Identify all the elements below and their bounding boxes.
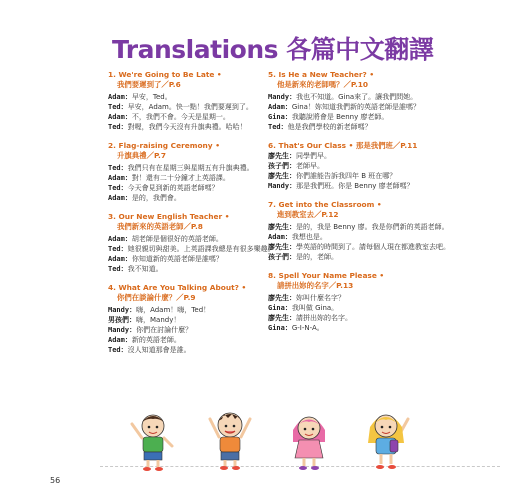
dialogue-line: [268, 112, 473, 122]
speaker-name: 廖先生：: [268, 294, 296, 302]
dialogue-text: 不，我們不會。今天是星期一。: [131, 113, 230, 121]
dialogue-line: [268, 151, 473, 161]
section-title: 5. Is He a New Teacher? •: [268, 70, 375, 79]
dialogue-text: Gina！妳知道我們新的英語老師是誰嗎？: [291, 103, 420, 111]
dialogue-section: [268, 271, 473, 333]
dialogue-text: 我想也是。: [291, 233, 327, 241]
speaker-name: 廖先生：: [268, 223, 296, 231]
section-title: 6. That's Our Class • 那是我們班／P.11: [268, 141, 418, 150]
girl-pink-hair-illustration: [285, 408, 333, 472]
dialogue-text: 嗨，Mandy！: [136, 316, 181, 324]
dialogue-line: [268, 102, 473, 112]
dialogue-text: 他是我們學校的新老師嗎？: [287, 123, 372, 131]
dialogue-line: [268, 252, 473, 262]
dialogue-text: 是的，老師。: [296, 253, 338, 261]
dialogue-line: [268, 293, 473, 303]
speaker-name: 廖先生：: [268, 152, 296, 160]
speaker-name: Mandy：: [268, 182, 297, 190]
speaker-name: Gina：: [268, 324, 292, 332]
speaker-name: Adam：: [268, 233, 292, 241]
dialogue-section: [268, 70, 473, 132]
speaker-name: Mandy：: [108, 326, 137, 334]
speaker-name: Adam：: [108, 113, 132, 121]
dialogue-text: 請拼出妳的名字。: [296, 314, 352, 322]
speaker-name: 廖先生：: [268, 243, 296, 251]
section-subtitle: 他是新來的老師嗎？／P.10: [277, 80, 369, 89]
speaker-name: Adam：: [108, 174, 132, 182]
speaker-name: Adam：: [268, 103, 292, 111]
speaker-name: Mandy：: [108, 306, 137, 314]
section-title: 2. Flag-raising Ceremony •: [108, 141, 220, 150]
speaker-name: Adam：: [108, 235, 132, 243]
dialogue-text: 學英語的時間到了。請每個人現在都進教室去吧。: [296, 243, 450, 251]
page-title: Translations 各篇中文翻譯: [112, 35, 434, 64]
dialogue-line: [268, 242, 473, 252]
dialogue-line: [268, 161, 473, 171]
dialogue-text: 我叫做 Gina。: [291, 304, 339, 312]
section-subtitle: 進到教室去／P.12: [277, 210, 339, 219]
dialogue-line: [268, 171, 473, 181]
speaker-name: Ted：: [268, 123, 288, 131]
dialogue-text: 沒人知道那會是誰。: [127, 346, 191, 354]
speaker-name: Ted：: [108, 123, 128, 131]
speaker-name: 廖先生：: [268, 314, 296, 322]
section-title: 3. Our New English Teacher •: [108, 212, 230, 221]
speaker-name: Mandy：: [268, 93, 297, 101]
speaker-name: 孩子們：: [268, 253, 296, 261]
dialogue-text: G-I-N-A。: [291, 324, 324, 332]
speaker-name: Ted：: [108, 346, 128, 354]
dialogue-text: 胡老師是個很好的英語老師。: [131, 235, 223, 243]
boy-waving-illustration: [128, 410, 178, 472]
speaker-name: Adam：: [108, 255, 132, 263]
speaker-name: Adam：: [108, 336, 132, 344]
section-subtitle: 我們要遲到了／P.6: [117, 80, 181, 89]
speaker-name: Adam：: [108, 194, 132, 202]
speaker-name: Ted：: [108, 164, 128, 172]
dialogue-section: [268, 141, 473, 191]
dialogue-line: [268, 181, 473, 191]
dialogue-text: 對！還有二十分鐘才上英語課。: [131, 174, 230, 182]
page-number: 56: [50, 476, 61, 485]
dialogue-section: [268, 200, 473, 262]
dialogue-text: 我不知道。: [127, 265, 163, 273]
dialogue-line: [268, 323, 473, 333]
girl-yellow-hair-illustration: [360, 405, 412, 472]
section-title: 8. Spell Your Name Please •: [268, 271, 385, 280]
section-title: 7. Get into the Classroom •: [268, 200, 382, 209]
dialogue-text: 你們誰能告訴我四年 B 班在哪？: [296, 172, 397, 180]
speaker-name: 男孩們：: [108, 316, 136, 324]
section-title: 1. We're Going to Be Late •: [108, 70, 222, 79]
dialogue-text: 老師早。: [296, 162, 324, 170]
dialogue-text: 嗨，Adam！嗨，Ted！: [136, 306, 211, 314]
section-subtitle: 升旗典禮／P.7: [117, 151, 166, 160]
speaker-name: Gina：: [268, 113, 292, 121]
dialogue-text: 她很親切與甜美。上英語課我總是有很多樂趣。: [127, 245, 275, 253]
dialogue-text: 今天會見到新的英語老師嗎？: [127, 184, 219, 192]
dialogue-line: [268, 122, 473, 132]
speaker-name: 孩子們：: [268, 162, 296, 170]
dialogue-text: 我聽說將會是 Benny 廖老師。: [291, 113, 389, 121]
dialogue-text: 你知道新的英語老師是誰嗎？: [131, 255, 223, 263]
section-subtitle: 請拼出妳的名字／P.13: [277, 281, 354, 290]
dialogue-line: [108, 345, 308, 355]
dialogue-text: 新的英語老師。: [131, 336, 181, 344]
dialogue-text: 同學們早。: [296, 152, 331, 160]
dialogue-text: 是的，我們會。: [131, 194, 181, 202]
speaker-name: Ted：: [108, 103, 128, 111]
dialogue-line: [268, 92, 473, 102]
dialogue-line: [268, 232, 473, 242]
dialogue-text: 是的，我是 Benny 廖。我是你們新的英語老師。: [296, 223, 449, 231]
dialogue-text: 對喔，我們今天沒有升旗典禮。哈哈！: [127, 123, 247, 131]
dialogue-text: 你們在討論什麼？: [136, 326, 193, 334]
speaker-name: Ted：: [108, 184, 128, 192]
dialogue-text: 我們只有在星期三與星期五有升旗典禮。: [127, 164, 254, 172]
section-subtitle: 你們在談論什麼？／P.9: [117, 293, 196, 302]
dialogue-text: 那是我們班。你是 Benny 廖老師嗎？: [296, 182, 414, 190]
section-subtitle: 我們新來的英語老師／P.8: [117, 222, 203, 231]
speaker-name: Gina：: [268, 304, 292, 312]
dialogue-line: [268, 313, 473, 323]
boy-cheering-illustration: [205, 405, 255, 472]
speaker-name: Ted：: [108, 265, 128, 273]
speaker-name: Adam：: [108, 93, 132, 101]
section-title: 4. What Are You Talking About? •: [108, 283, 247, 292]
speaker-name: Ted：: [108, 245, 128, 253]
dialogue-text: 早安，Ted。: [131, 93, 172, 101]
dialogue-text: 早安，Adam。快一點！我們要遲到了。: [127, 103, 253, 111]
speaker-name: 廖先生：: [268, 172, 296, 180]
dialogue-line: [268, 222, 473, 232]
dialogue-text: 我也不知道。Gina來了。讓我們問她。: [296, 93, 418, 101]
dialogue-line: [268, 303, 473, 313]
right-column: [268, 70, 473, 342]
dialogue-text: 妳叫什麼名字？: [296, 294, 345, 302]
